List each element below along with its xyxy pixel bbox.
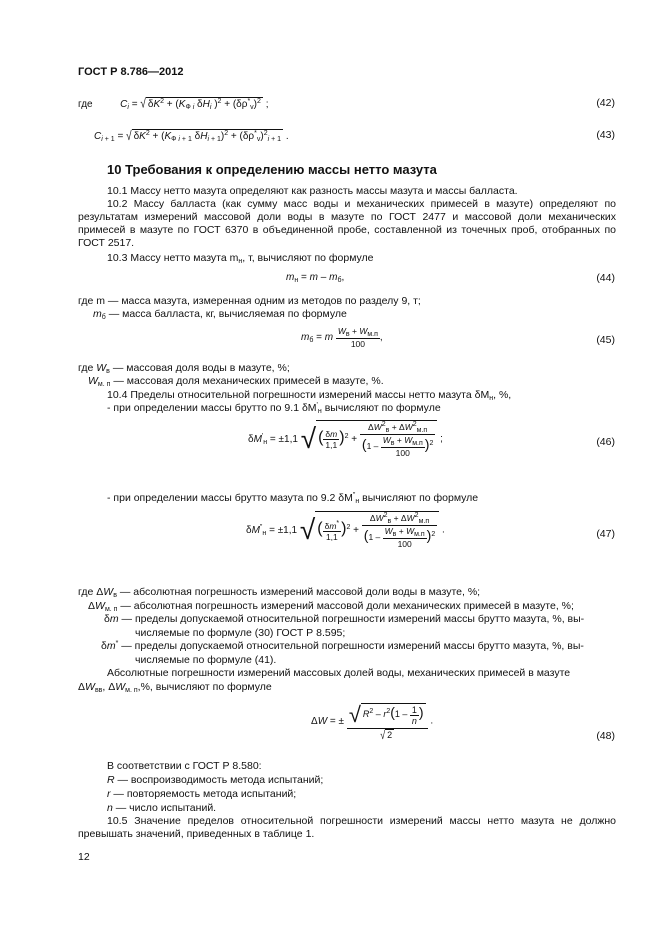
where-wmp: $W_{м. п}$ — массовая доля механических примесей в мазуте, %. bbox=[88, 375, 384, 388]
paragraph-10-2: 10.2 Массу балласта (как сумму масс воды и механических примесей в мазуте) определяют по результатам измерений массовой доли воды в мазуте по ГОСТ 2477 и массовой доли механических примесей в мазуте по ГОСТ 6370 в объединенной пробе, составленной из точечных проб, отобранных по ГОСТ 2517. bbox=[78, 198, 616, 249]
def-delta-m-star: δm* — пределы допускаемой относительной погрешности измерений массы брутто мазута, %, вы- bbox=[101, 640, 584, 652]
equation-number-43: (43) bbox=[596, 129, 615, 141]
paragraph-abs-errors: Абсолютные погрешности измерений массовых долей воды, механических примесей в мазуте bbox=[107, 667, 571, 679]
paragraph-10-3: 10.3 Массу нетто мазута $m_н$, т, вычисляют по формуле bbox=[107, 252, 374, 265]
def-delta-m-star-cont: числяемые по формуле (41). bbox=[135, 654, 277, 666]
def-n: n — число испытаний. bbox=[107, 802, 217, 814]
equation-number-48: (48) bbox=[596, 730, 615, 742]
where-m-ballast: $m_б$ — масса балласта, кг, вычисляемая по формуле bbox=[93, 308, 347, 321]
formula-43: $C_{i + 1}$ = √ $\delta K^2 + (K_{Ф i + 1}$ $\delta H_{i + 1})^2 + (\delta\rho^*_v)^2_{i + 1}$ . bbox=[94, 129, 289, 144]
def-delta-wmp: $\Delta W_{м. п}$ — абсолютная погрешность измерений массовой доли механических примесей в мазуте, %; bbox=[88, 600, 574, 613]
dash-item-9-2: - при определении массы брутто мазута по 9.2 $\delta M^"_н$ вычисляют по формуле bbox=[107, 492, 479, 505]
def-delta-m-cont: числяемые по формуле (30) ГОСТ Р 8.595; bbox=[135, 627, 346, 639]
equation-number-47: (47) bbox=[596, 528, 615, 540]
def-r: r — повторяемость метода испытаний; bbox=[107, 788, 297, 800]
equation-number-45: (45) bbox=[596, 334, 615, 346]
document-header: ГОСТ Р 8.786—2012 bbox=[78, 66, 184, 78]
equation-number-44: (44) bbox=[596, 272, 615, 284]
def-delta-m: δm — пределы допускаемой относительной погрешности измерений массы брутто мазута, %, вы- bbox=[104, 613, 585, 625]
equation-number-42: (42) bbox=[596, 97, 615, 109]
where-m: где m — масса мазута, измеренная одним из методов по разделу 9, т; bbox=[78, 295, 421, 307]
formula-44: $m_н = m - m_б$, bbox=[286, 272, 345, 284]
formula-46: $\delta M'_н = \pm 1,1$ √ ( $\frac{\delta m}{1,1}$ )$^2$ + $\Delta W^2_в + \Delta W^2_{м.п}$ (1 – $\frac{W_в + W_{м.п}}{100}$ )$^2$ ; bbox=[248, 421, 443, 458]
where-label: где bbox=[78, 99, 93, 110]
section-title: 10 Требования к определению массы нетто мазута bbox=[107, 162, 437, 177]
def-R: R — воспроизводимость метода испытаний; bbox=[107, 774, 324, 786]
equation-number-46: (46) bbox=[596, 436, 615, 448]
formula-48: ΔW = ± √ $R^2 - r^2(1$ – $\frac{1}{n}$ ) √ 2 . bbox=[311, 702, 434, 742]
formula-45: $m_б = m$ $\frac{W_в + W_{м.п}}{100}$ , bbox=[301, 326, 383, 349]
formula-47: $\delta M^"_н = \pm 1,1$ √ ( $\frac{\delta m^*}{1,1}$ )$^2$ + $\Delta W^2_в + \Delta W^2_{м.п}$ (1 – $\frac{W_в + W_{м.п}}{100}$ )$^2$ . bbox=[246, 512, 445, 549]
paragraph-10-1: 10.1 Массу нетто мазута определяют как разность массы мазута и массы балласта. bbox=[107, 185, 518, 197]
formula-42: где $C_i$ = √ $\delta K^2 + (K_{Ф i}$ $\delta H_i$ )$^2 + (\delta\rho^*_v)^2$ ; bbox=[78, 97, 269, 112]
paragraph-10-5: 10.5 Значение пределов относительной погрешности измерений массы нетто мазута не должно превышать значений, приведенных в таблице 1. bbox=[78, 815, 616, 840]
def-delta-wv: где $\Delta W_в$ — абсолютная погрешность измерений массовой доли воды в мазуте, %; bbox=[78, 586, 481, 599]
where-wv: где $W_в$ — массовая доля воды в мазуте, %; bbox=[78, 362, 290, 375]
paragraph-abs-errors-cont: $\Delta W_{вв}$, $\Delta W_{м. п},\%$, вычисляют по формуле bbox=[78, 681, 272, 694]
page-number: 12 bbox=[78, 851, 90, 863]
paragraph-10-4: 10.4 Пределы относительной погрешности измерений массы нетто мазута $\delta M_н$, %, bbox=[107, 389, 512, 402]
gost-8580-intro: В соответствии с ГОСТ Р 8.580: bbox=[107, 760, 262, 772]
dash-item-9-1: - при определении массы брутто по 9.1 $\delta M'_н$ вычисляют по формуле bbox=[107, 402, 441, 415]
